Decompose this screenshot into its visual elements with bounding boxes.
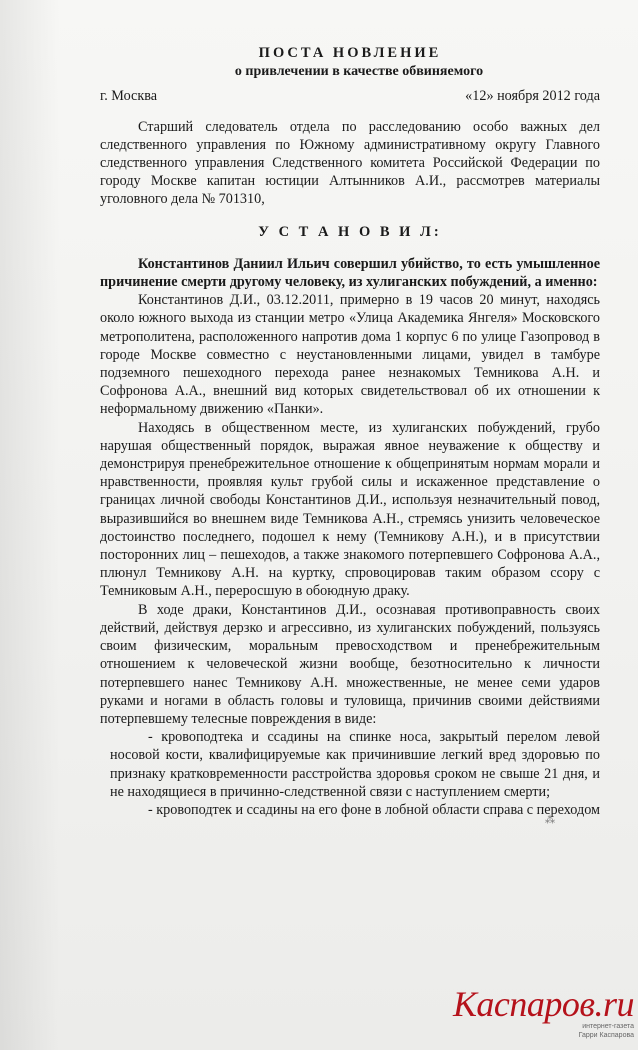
watermark-tagline-1: интернет-газета [582,1023,634,1030]
date: «12» ноября 2012 года [465,88,600,105]
place-date-line [100,87,600,105]
injury-item-2: - кровоподтек и ссадины на его фоне в лобной области справа с переходом [148,801,600,818]
document-body [100,44,600,819]
body-paragraph-2: Находясь в общественном месте, из хулиганских побуждений, грубо нарушая общественный порядок, выражая явное неуважение к обществу и демонстрируя пренебрежительное отношение к общепринятым нормам морали и нравственности, проявляя культ грубой силы и искаженное представление о границах личной свободы Константинов Д.И., используя незначительный повод, выразившийся во внешнем виде Темникова А.Н., стремясь унизить человеческое достоинство последнего, подошел к нему (Темникову А.Н.), и в присутствии посторонних лиц – пешеходов, а также знакомого потерпевшего Софронова А.А., плюнул Темникову А.Н. на куртку, спровоцировав таким образом ссору с Темниковым А.Н., переросшую в обоюдную драку. [100,419,600,600]
watermark-logo: Каспаров.ru [452,984,634,1024]
scan-shadow [0,0,60,1050]
kasparov-watermark [453,986,634,1040]
place: г. Москва [100,88,158,105]
document-subtitle: о привлечении в качестве обвиняемого [234,64,484,80]
section-heading: У С Т А Н О В И Л: [258,223,442,240]
intro-paragraph: Старший следователь отдела по расследованию особо важных дел следственного управления по Южному административному округу Главного следственного управления Следственного комитета Российской Федерации по городу Москве капитан юстиции Алтынников А.И., рассмотрев материалы уголовного дела № 701310, [100,118,600,208]
body-paragraph-3: В ходе драки, Константинов Д.И., осознавая противоправность своих действий, действуя дерзко и агрессивно, из хулиганских побуждений, пользуясь своим физическим, моральным превосходством и пренебрежительным отношением к человеческой жизни вообще, безотносительно к личности потерпевшего нанес Темникову А.Н. множественные, не менее семи ударов руками и ногами в область головы и туловища, причинив своими действиями потерпевшему телесные повреждения в виде: [100,601,600,727]
scan-smudge: ⁂ [545,815,555,826]
body-paragraph-1: Константинов Д.И., 03.12.2011, примерно в 19 часов 20 минут, находясь около южного выхода из станции метро «Улица Академика Янгеля» Московского метрополитена, расположенного напротив дома 1 корпус 6 по улице Газопровод в городе Москве совместно с неустановленными лицами, увидел в тамбуре подземного пешеходного перехода ранее незнакомых Темникова А.Н. и Софронова А.А., внешний вид которых свидетельствовал об их отношении к неформальному движению «Панки». [100,292,600,418]
watermark-tagline-2: Гарри Каспарова [578,1032,634,1039]
injury-item-1: - кровоподтека и ссадины на спинке носа, закрытый перелом левой носовой кости, квалифицируемые как причинившие легкий вред здоровью по признаку кратковременности расстройства здоровья сроком не свыше 21 дня, и не находящиеся в причинно-следственной связи с наступлением смерти; [110,729,600,800]
document-title: ПОСТА НОВЛЕНИЕ [258,45,442,61]
accusation-paragraph: Константинов Даниил Ильич совершил убийство, то есть умышленное причинение смерти другому человеку, из хулиганских побуждений, а именно: [100,255,600,291]
